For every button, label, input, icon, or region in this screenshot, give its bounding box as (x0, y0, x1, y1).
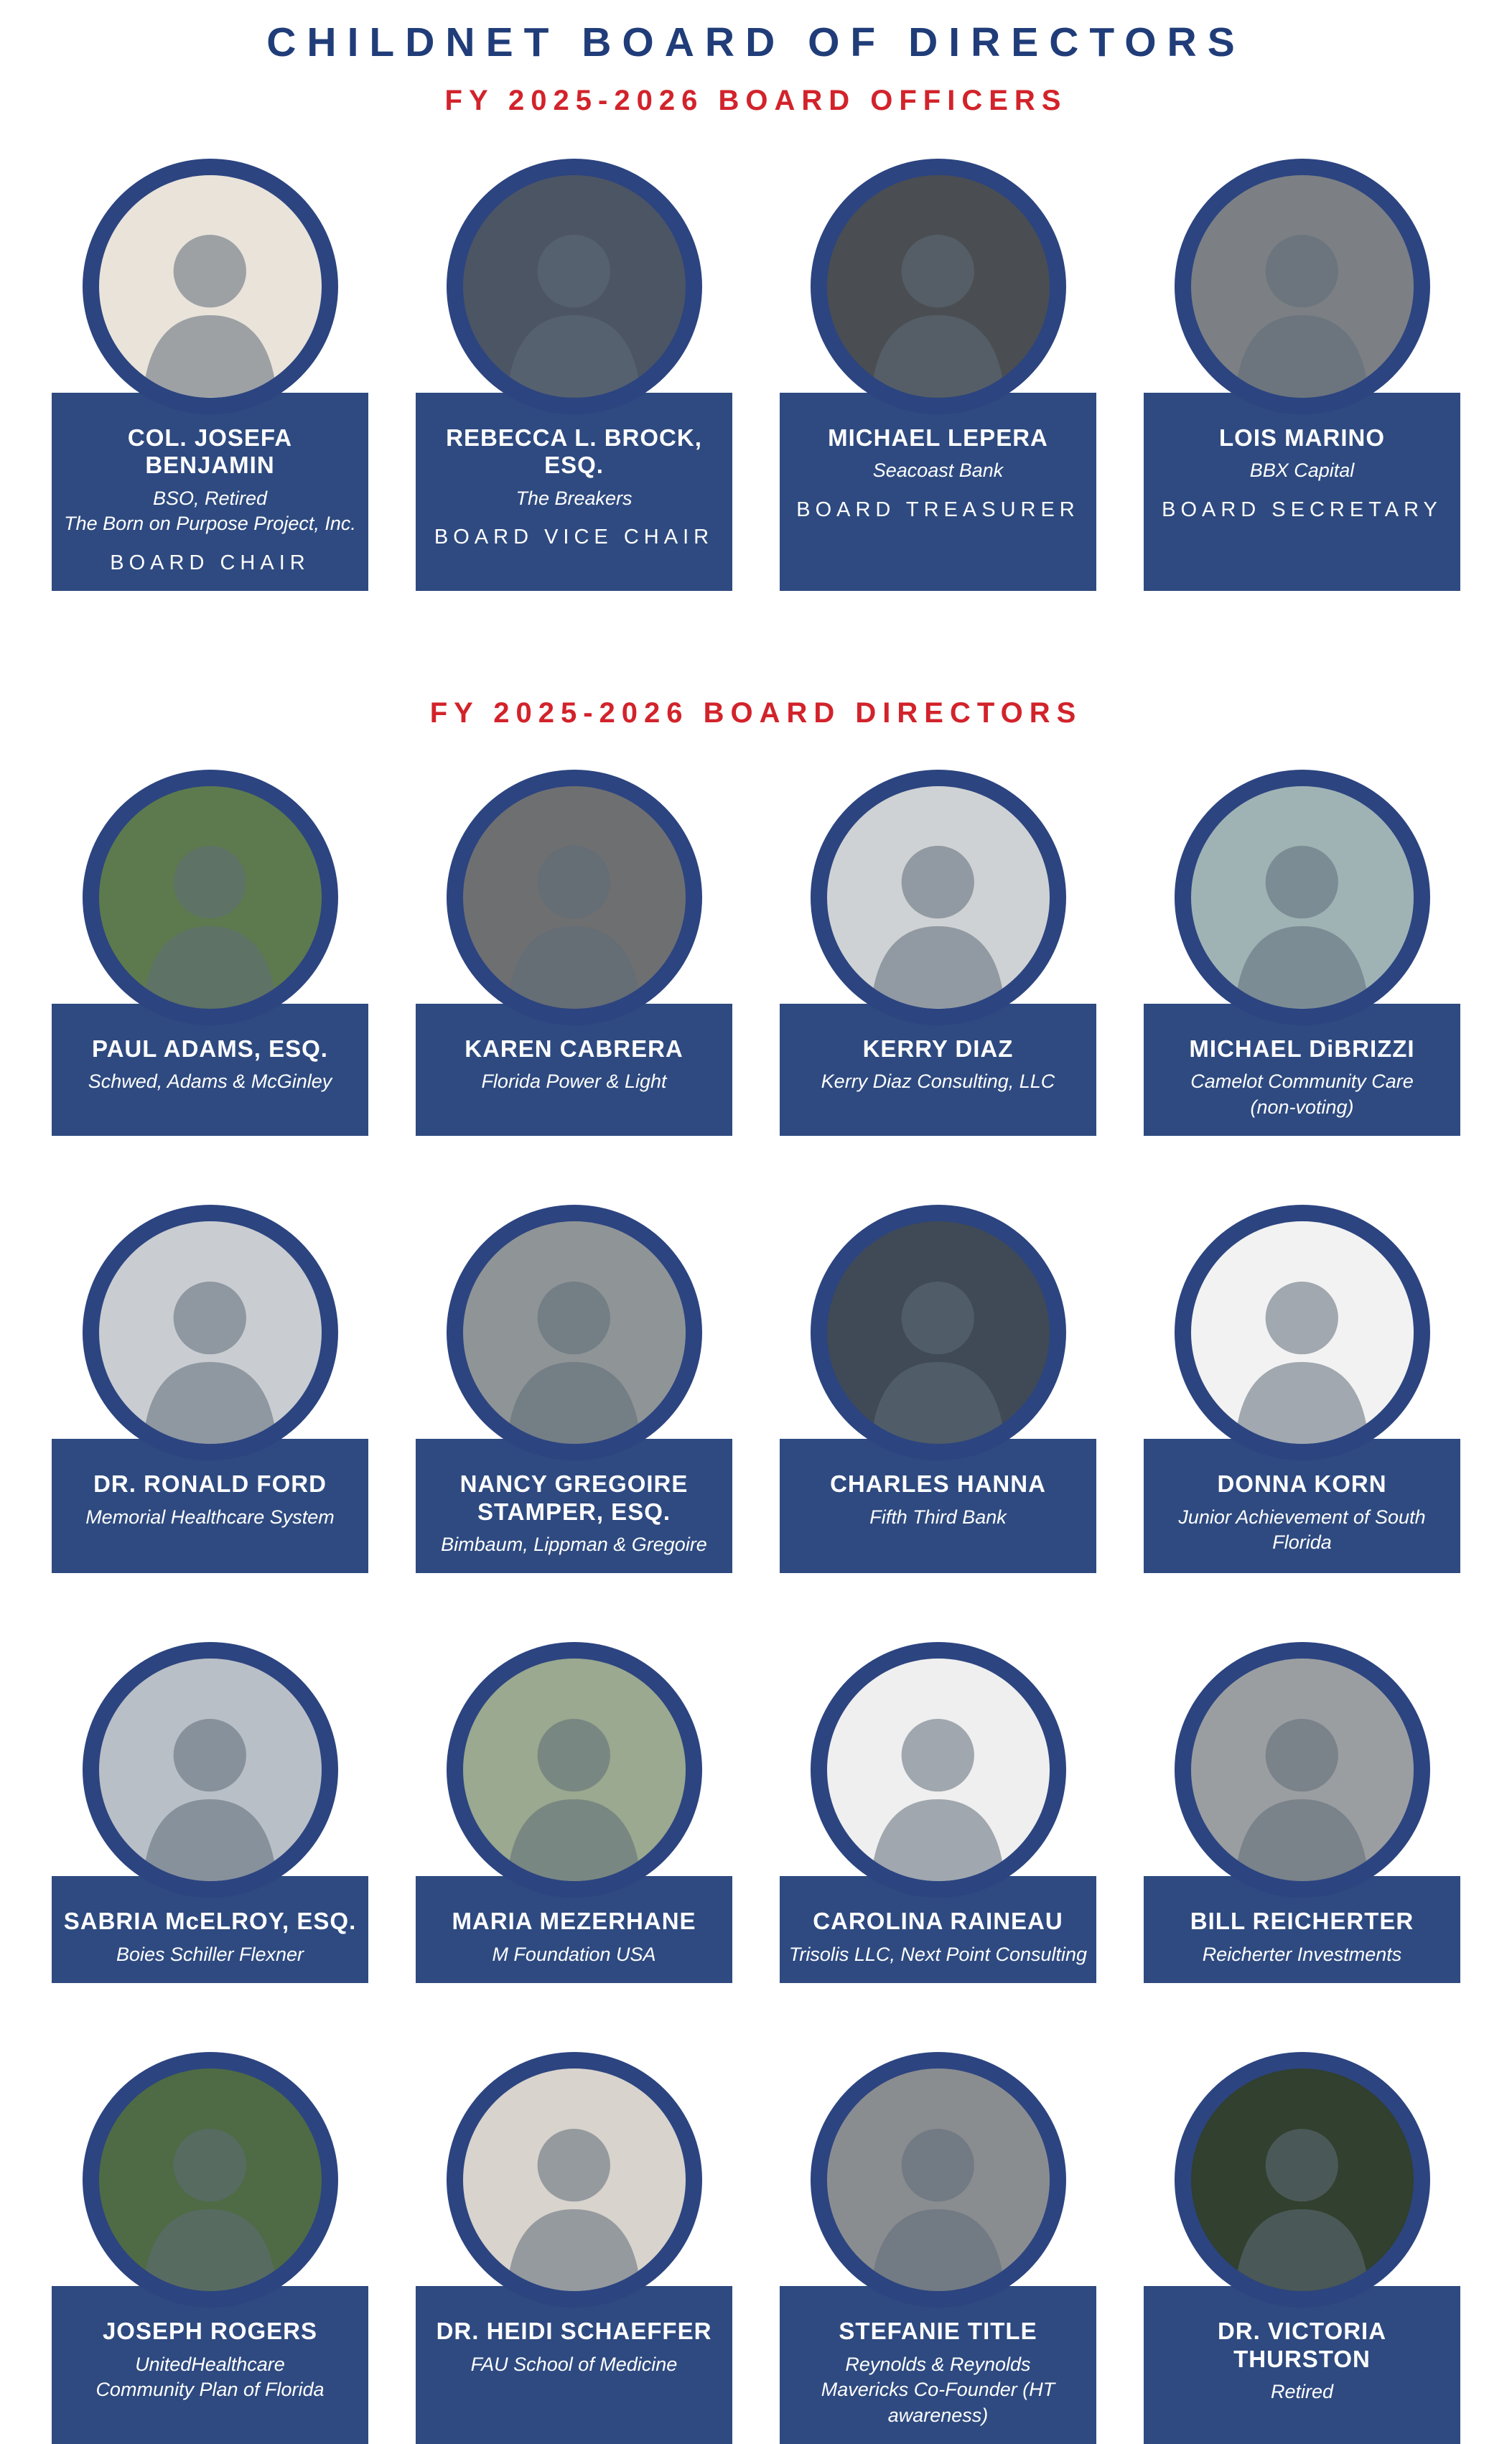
person-name: CAROLINA RAINEAU (813, 1908, 1063, 1935)
person-org (424, 1069, 724, 1095)
headshot-photo (463, 1221, 686, 1444)
directors-row-3 (0, 1642, 1512, 1983)
headshot-photo (463, 1659, 686, 1881)
person-org-line: Trisolis LLC, Next Point Consulting (788, 1943, 1088, 1965)
directors-section-heading: FY 2025-2026 BOARD DIRECTORS (429, 696, 1083, 729)
person-silhouette-icon (114, 206, 306, 398)
headshot-ring (447, 159, 702, 414)
person-name: SABRIA McELROY, ESQ. (63, 1908, 357, 1935)
headshot-photo (827, 786, 1050, 1009)
headshot-photo (827, 2068, 1050, 2291)
headshot-ring (447, 1642, 702, 1898)
headshot-photo (463, 786, 686, 1009)
person-org-line: Mavericks Co-Founder (HT awareness) (821, 2379, 1055, 2426)
person-silhouette-icon (114, 817, 306, 1009)
person-org (424, 2352, 724, 2378)
person-role: BOARD TREASURER (796, 498, 1080, 521)
headshot-ring (83, 1642, 338, 1898)
person-card (1144, 770, 1460, 1137)
person-card (52, 770, 368, 1137)
headshot-ring (1175, 2052, 1430, 2308)
headshot-ring (83, 2052, 338, 2308)
person-org-line: M Foundation USA (492, 1943, 656, 1965)
person-org-line: Junior Achievement of South Florida (1178, 1506, 1426, 1554)
person-org-line: BSO, Retired (152, 487, 268, 509)
headshot-photo (463, 175, 686, 398)
person-name: STEFANIE TITLE (839, 2318, 1037, 2345)
person-org (1152, 1942, 1452, 1968)
person-org-line: UnitedHealthcare (135, 2353, 285, 2375)
person-label-box (1144, 2286, 1460, 2444)
person-org (788, 2352, 1088, 2429)
person-card (780, 1205, 1096, 1573)
person-silhouette-icon (1206, 206, 1398, 398)
headshot-photo (99, 175, 322, 398)
person-org-line: Florida Power & Light (481, 1071, 667, 1093)
person-role: BOARD SECRETARY (1162, 498, 1442, 521)
person-card (416, 2052, 732, 2444)
headshot-photo (1191, 175, 1414, 398)
person-name: DONNA KORN (1217, 1470, 1387, 1498)
headshot-photo (827, 1659, 1050, 1881)
person-org (788, 1069, 1088, 1095)
person-card (780, 1642, 1096, 1983)
person-label-box (780, 2286, 1096, 2444)
person-name: DR. RONALD FORD (93, 1470, 327, 1498)
person-label-box (416, 2286, 732, 2444)
headshot-ring (811, 2052, 1066, 2308)
headshot-ring (83, 159, 338, 414)
person-name: DR. VICTORIA THURSTON (1217, 2318, 1387, 2372)
headshot-ring (1175, 770, 1430, 1025)
person-name: BILL REICHERTER (1190, 1908, 1414, 1935)
headshot-photo (463, 2068, 686, 2291)
person-org-line: Schwed, Adams & McGinley (88, 1071, 332, 1093)
headshot-photo (1191, 1221, 1414, 1444)
headshot-photo (99, 2068, 322, 2291)
person-label-box (1144, 393, 1460, 591)
officers-section-heading: FY 2025-2026 BOARD OFFICERS (444, 85, 1068, 116)
person-name: KERRY DIAZ (862, 1035, 1014, 1062)
headshot-photo (99, 1659, 322, 1881)
headshot-ring (1175, 1205, 1430, 1460)
person-org (60, 2352, 360, 2403)
person-silhouette-icon (114, 1253, 306, 1445)
person-name: PAUL ADAMS, ESQ. (92, 1035, 328, 1062)
person-org-line: The Born on Purpose Project, Inc. (64, 513, 356, 535)
person-org (424, 1532, 724, 1558)
person-org (788, 458, 1088, 484)
person-label-box (416, 393, 732, 591)
person-org (788, 1942, 1088, 1968)
person-silhouette-icon (842, 206, 1034, 398)
person-silhouette-icon (114, 2100, 306, 2292)
person-card (52, 1642, 368, 1983)
headshot-ring (447, 2052, 702, 2308)
person-org-line: The Breakers (515, 487, 633, 509)
person-org-line: Memorial Healthcare System (85, 1506, 335, 1528)
person-org-line: BBX Capital (1249, 460, 1355, 482)
headshot-ring (1175, 159, 1430, 414)
person-card (1144, 1642, 1460, 1983)
person-card (1144, 159, 1460, 591)
person-org (60, 1505, 360, 1531)
headshot-photo (99, 1221, 322, 1444)
person-silhouette-icon (478, 817, 670, 1009)
person-label-box (52, 2286, 368, 2444)
person-name: COL. JOSEFA BENJAMIN (127, 424, 293, 479)
person-card (416, 770, 732, 1137)
person-org (424, 1942, 724, 1968)
person-org (1152, 458, 1452, 484)
headshot-ring (83, 770, 338, 1025)
person-silhouette-icon (478, 206, 670, 398)
headshot-photo (827, 175, 1050, 398)
person-name: NANCY GREGOIRE STAMPER, ESQ. (459, 1470, 689, 1525)
person-card (52, 1205, 368, 1573)
person-card (52, 2052, 368, 2444)
officers-row (0, 159, 1512, 591)
person-org-line: Fifth Third Bank (869, 1506, 1007, 1528)
person-org-line: Seacoast Bank (872, 460, 1004, 482)
person-org (424, 486, 724, 512)
person-name: DR. HEIDI SCHAEFFER (436, 2318, 712, 2345)
person-silhouette-icon (114, 1690, 306, 1882)
person-card (780, 770, 1096, 1137)
person-label-box (780, 393, 1096, 591)
person-org-line: Bimbaum, Lippman & Gregoire (441, 1533, 707, 1555)
headshot-ring (811, 159, 1066, 414)
person-card (52, 159, 368, 591)
page-title: CHILDNET BOARD OF DIRECTORS (266, 19, 1246, 65)
person-card (780, 159, 1096, 591)
person-label-box (52, 393, 368, 591)
person-silhouette-icon (478, 2100, 670, 2292)
person-org-line: Camelot Community Care (1190, 1071, 1414, 1093)
person-org-line: Kerry Diaz Consulting, LLC (821, 1071, 1055, 1093)
person-name: CHARLES HANNA (830, 1470, 1046, 1498)
person-name: MICHAEL LEPERA (828, 424, 1048, 451)
person-org-line: Reynolds & Reynolds (845, 2353, 1031, 2375)
headshot-photo (1191, 2068, 1414, 2291)
person-card (416, 1642, 732, 1983)
directors-row-1 (0, 770, 1512, 1137)
person-silhouette-icon (478, 1253, 670, 1445)
person-name: JOSEPH ROGERS (102, 2318, 318, 2345)
person-org-line: Community Plan of Florida (95, 2379, 325, 2401)
directors-row-4 (0, 2052, 1512, 2444)
person-org-line: (non-voting) (1250, 1096, 1354, 1118)
person-name: MARIA MEZERHANE (452, 1908, 696, 1935)
person-org-line: Reicherter Investments (1202, 1943, 1402, 1965)
person-card (416, 159, 732, 591)
headshot-ring (447, 1205, 702, 1460)
person-name: REBECCA L. BROCK, ESQ. (446, 424, 702, 479)
person-org (1152, 2379, 1452, 2405)
person-silhouette-icon (842, 817, 1034, 1009)
person-role: BOARD CHAIR (110, 551, 310, 574)
person-role: BOARD VICE CHAIR (434, 526, 714, 549)
person-org-line: FAU School of Medicine (470, 2353, 678, 2375)
headshot-photo (827, 1221, 1050, 1444)
headshot-photo (99, 786, 322, 1009)
person-silhouette-icon (1206, 1253, 1398, 1445)
person-card (1144, 2052, 1460, 2444)
person-card (1144, 1205, 1460, 1573)
person-org (788, 1505, 1088, 1531)
headshot-photo (1191, 786, 1414, 1009)
person-name: LOIS MARINO (1219, 424, 1385, 451)
person-org (60, 486, 360, 537)
directors-row-2 (0, 1205, 1512, 1573)
person-silhouette-icon (1206, 2100, 1398, 2292)
person-org (1152, 1505, 1452, 1556)
person-card (416, 1205, 732, 1573)
headshot-ring (83, 1205, 338, 1460)
headshot-ring (811, 770, 1066, 1025)
person-org (60, 1942, 360, 1968)
person-org-line: Retired (1270, 2380, 1334, 2402)
person-card (780, 2052, 1096, 2444)
headshot-ring (811, 1642, 1066, 1898)
person-silhouette-icon (842, 2100, 1034, 2292)
person-silhouette-icon (1206, 817, 1398, 1009)
person-silhouette-icon (842, 1690, 1034, 1882)
person-org (1152, 1069, 1452, 1120)
person-name: MICHAEL DiBRIZZI (1189, 1035, 1415, 1062)
headshot-ring (811, 1205, 1066, 1460)
headshot-ring (447, 770, 702, 1025)
person-silhouette-icon (1206, 1690, 1398, 1882)
person-org-line: Boies Schiller Flexner (116, 1943, 304, 1965)
person-silhouette-icon (478, 1690, 670, 1882)
person-silhouette-icon (842, 1253, 1034, 1445)
headshot-ring (1175, 1642, 1430, 1898)
headshot-photo (1191, 1659, 1414, 1881)
person-name: KAREN CABRERA (465, 1035, 683, 1062)
person-org (60, 1069, 360, 1095)
